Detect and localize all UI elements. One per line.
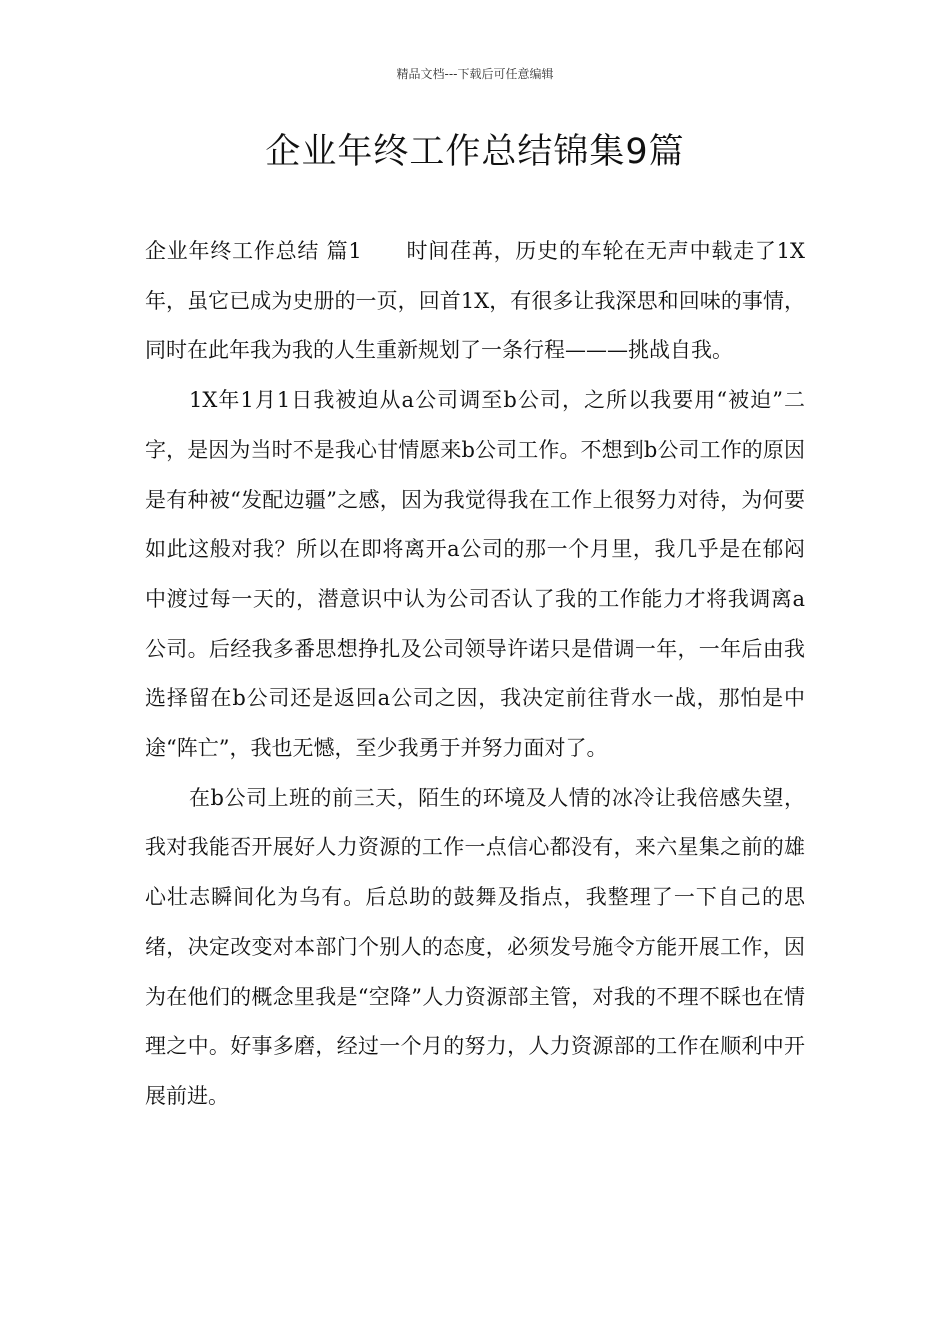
document-body	[145, 227, 805, 1122]
paragraph-1	[145, 227, 805, 376]
document-title: 企业年终工作总结锦集9篇	[265, 132, 685, 172]
paragraph-3: 在b公司上班的前三天，陌生的环境及人情的冰冷让我倍感失望，我对我能否开展好人力资源的工作一点信心都没有，来六星集之前的雄心壮志瞬间化为乌有。后总助的鼓舞及指点，我整理了一下自己的思绪，决定改变对本部门个别人的态度，必须发号施令方能开展工作，因为在他们的概念里我是“空降”人力资源部主管，对我的不理不睬也在情理之中。好事多磨，经过一个月的努力，人力资源部的工作在顺利中开展前进。	[145, 785, 805, 1108]
paragraph-1-text: 时间荏苒，历史的车轮在无声中载走了1X年，虽它已成为史册的一页，回首1X，有很多让我深思和回味的事情，同时在此年我为我的人生重新规划了一条行程———挑战自我。	[145, 239, 805, 363]
page-header-note: 精品文档---下载后可任意编辑	[396, 67, 554, 81]
paragraph-2: 1X年1月1日我被迫从a公司调至b公司，之所以我要用“被迫”二字，是因为当时不是我心甘情愿来b公司工作。不想到b公司工作的原因是有种被“发配边疆”之感，因为我觉得我在工作上很努力对待，为何要如此这般对我？所以在即将离开a公司的那一个月里，我几乎是在郁闷中渡过每一天的，潜意识中认为公司否认了我的工作能力才将我调离a公司。后经我多番思想挣扎及公司领导许诺只是借调一年，一年后由我选择留在b公司还是返回a公司之因，我决定前往背水一战，那怕是中途“阵亡”，我也无憾，至少我勇于并努力面对了。	[145, 388, 805, 761]
section-label: 企业年终工作总结 篇1	[145, 239, 362, 263]
